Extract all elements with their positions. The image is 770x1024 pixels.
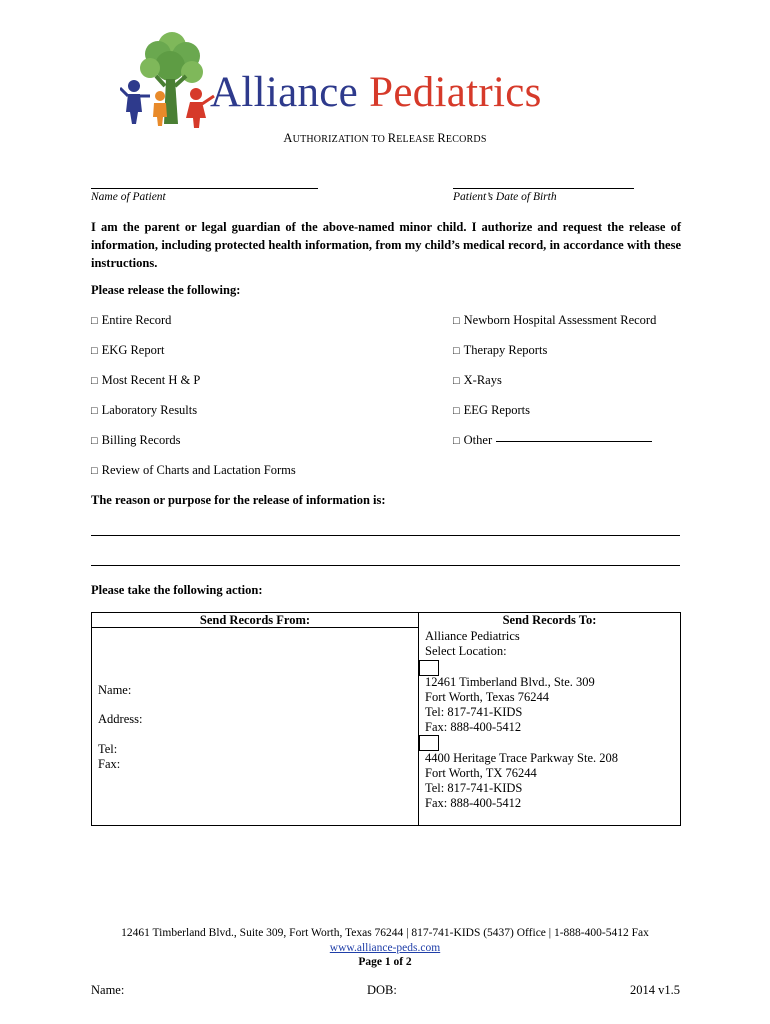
location-1-address: 12461 Timberland Blvd., Ste. 309 [425,675,595,689]
title-part: R [387,131,397,145]
title-part: R [437,131,446,145]
option-label: Billing Records [101,433,181,447]
tree-with-children-icon [120,24,220,134]
version-label: 2014 v1.5 [630,983,680,997]
patient-dob-line[interactable] [453,188,634,189]
location-1-city: Fort Worth, Texas 76244 [425,690,550,704]
checkbox-icon[interactable]: □ [453,405,460,417]
authorization-statement: I am the parent or legal guardian of the above-named minor child. I authorize and request the release of information, including protected health information, from my child’s medical record, in accordance with these instructions. [91,220,681,270]
patient-name-label: Name of Patient [91,191,166,203]
from-fax-label: Fax: [98,757,121,771]
checkbox-icon[interactable]: □ [453,375,460,387]
option-entire-record[interactable] [91,313,171,328]
location-2-checkbox[interactable] [419,735,439,751]
location-2-address: 4400 Heritage Trace Parkway Ste. 208 [425,751,619,765]
send-from-header: Send Records From: [199,613,311,627]
send-to-header: Send Records To: [502,613,597,627]
title-part: UTHORIZATION TO [292,134,388,145]
title-part: ELEASE [396,134,438,145]
option-recent-h-p[interactable] [91,373,200,388]
checkbox-icon[interactable]: □ [453,345,460,357]
checkbox-icon[interactable]: □ [91,315,98,327]
option-label: Review of Charts and Lactation Forms [101,463,296,477]
option-label: Therapy Reports [463,343,548,357]
table-column-divider [418,613,419,825]
patient-dob-label: Patient’s Date of Birth [453,191,557,203]
page-number: Page 1 of 2 [358,956,412,968]
website-link[interactable]: www.alliance-peds.com [329,942,441,954]
option-other[interactable] [453,433,652,448]
footer-address: 12461 Timberland Blvd., Suite 309, Fort Worth, Texas 76244 | 817-741-KIDS (5437) Office | 1-888-400-5412 Fax [121,927,649,939]
location-2-city: Fort Worth, TX 76244 [425,766,537,780]
from-name-label: Name: [98,683,132,697]
option-eeg-reports[interactable] [453,403,530,418]
to-select-location: Select Location: [425,644,507,658]
title-part: A [283,131,293,145]
to-organization: Alliance Pediatrics [425,629,520,643]
footer-name-label: Name: [91,983,125,997]
location-2-fax: Fax: 888-400-5412 [425,796,522,810]
from-tel-label: Tel: [98,742,118,756]
option-label: Newborn Hospital Assessment Record [463,313,657,327]
alliance-pediatrics-logo [120,24,660,134]
checkbox-icon[interactable]: □ [91,405,98,417]
option-newborn-assessment[interactable] [453,313,656,328]
option-label: Entire Record [101,313,172,327]
option-label: EKG Report [101,343,165,357]
option-label: EEG Reports [463,403,530,417]
document-title [0,131,770,146]
option-label: X-Rays [463,373,502,387]
reason-line-2[interactable] [91,565,680,566]
other-specify-line[interactable] [496,441,652,442]
option-label: Most Recent H & P [101,373,201,387]
option-x-rays[interactable] [453,373,502,388]
checkbox-icon[interactable]: □ [91,465,98,477]
location-1-fax: Fax: 888-400-5412 [425,720,522,734]
checkbox-icon[interactable]: □ [91,345,98,357]
release-heading: Please release the following: [91,283,241,297]
logo-word-alliance: Alliance [210,69,359,116]
option-laboratory-results[interactable] [91,403,197,418]
from-address-label: Address: [98,712,143,726]
footer-dob-label: DOB: [367,983,397,997]
checkbox-icon[interactable]: □ [453,315,460,327]
option-therapy-reports[interactable] [453,343,547,358]
option-label: Other [463,433,493,447]
title-part: ECORDS [445,134,487,145]
reason-heading: The reason or purpose for the release of information is: [91,493,386,507]
checkbox-icon[interactable]: □ [453,435,460,447]
location-1-tel: Tel: 817-741-KIDS [425,705,523,719]
logo-wordmark [210,68,542,117]
logo-word-pediatrics: Pediatrics [369,69,542,116]
option-review-charts[interactable] [91,463,296,478]
location-2-tel: Tel: 817-741-KIDS [425,781,523,795]
checkbox-icon[interactable]: □ [91,375,98,387]
footer-website-row [0,941,770,956]
option-billing-records[interactable] [91,433,180,448]
option-ekg-report[interactable] [91,343,165,358]
patient-name-line[interactable] [91,188,318,189]
action-heading: Please take the following action: [91,583,263,597]
option-label: Laboratory Results [101,403,198,417]
records-transfer-table [91,612,681,826]
location-1-checkbox[interactable] [419,660,439,676]
reason-line-1[interactable] [91,535,680,536]
checkbox-icon[interactable]: □ [91,435,98,447]
